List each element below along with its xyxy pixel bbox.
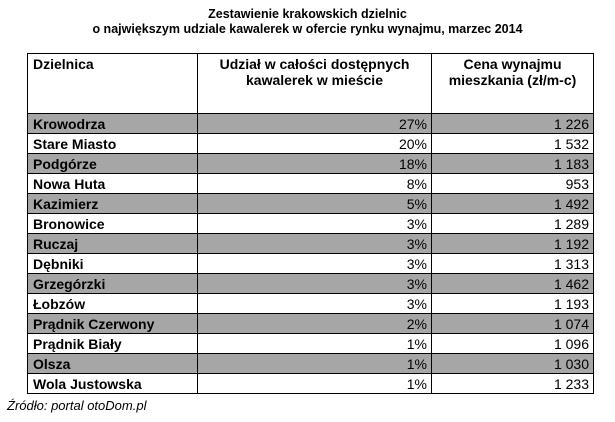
cell-share: 3%	[198, 234, 432, 254]
table-title-line-1: Zestawienie krakowskich dzielnic	[208, 7, 407, 21]
cell-price: 1 492	[432, 194, 594, 214]
cell-price: 1 096	[432, 334, 594, 354]
cell-district: Kazimierz	[28, 194, 198, 214]
cell-share: 3%	[198, 254, 432, 274]
cell-district: Grzegórzki	[28, 274, 198, 294]
cell-price: 1 183	[432, 154, 594, 174]
cell-price: 1 192	[432, 234, 594, 254]
cell-share: 3%	[198, 274, 432, 294]
cell-price: 1 532	[432, 134, 594, 154]
table-row	[28, 374, 594, 394]
column-header-price: Cena wynajmu mieszkania (zł/m-c)	[432, 54, 594, 114]
cell-district: Podgórze	[28, 154, 198, 174]
cell-share: 27%	[198, 114, 432, 134]
cell-share: 1%	[198, 374, 432, 394]
cell-share: 3%	[198, 214, 432, 234]
cell-share: 5%	[198, 194, 432, 214]
cell-district: Bronowice	[28, 214, 198, 234]
table-row	[28, 294, 594, 314]
table-row	[28, 214, 594, 234]
table-row	[28, 154, 594, 174]
cell-price: 1 289	[432, 214, 594, 234]
column-header-district: Dzielnica	[28, 54, 198, 114]
cell-district: Olsza	[28, 354, 198, 374]
table-row	[28, 314, 594, 334]
cell-price: 1 233	[432, 374, 594, 394]
table-row	[28, 274, 594, 294]
table-body	[28, 114, 594, 394]
table-row	[28, 134, 594, 154]
table-row	[28, 194, 594, 214]
cell-price: 953	[432, 174, 594, 194]
cell-price: 1 193	[432, 294, 594, 314]
table-row	[28, 334, 594, 354]
table-row	[28, 114, 594, 134]
cell-price: 1 030	[432, 354, 594, 374]
table-row	[28, 254, 594, 274]
cell-share: 8%	[198, 174, 432, 194]
cell-share: 3%	[198, 294, 432, 314]
table-row	[28, 234, 594, 254]
cell-price: 1 226	[432, 114, 594, 134]
cell-district: Nowa Huta	[28, 174, 198, 194]
table-row	[28, 354, 594, 374]
cell-district: Ruczaj	[28, 234, 198, 254]
cell-share: 20%	[198, 134, 432, 154]
table-header-row	[28, 54, 594, 114]
table-title-line-2: o największym udziale kawalerek w ofercie rynku wynajmu, marzec 2014	[92, 22, 523, 36]
cell-district: Dębniki	[28, 254, 198, 274]
source-note: Źródło: portal otoDom.pl	[7, 398, 147, 413]
table-row	[28, 174, 594, 194]
cell-share: 1%	[198, 334, 432, 354]
cell-district: Prądnik Czerwony	[28, 314, 198, 334]
column-header-share: Udział w całości dostępnych kawalerek w mieście	[198, 54, 432, 114]
cell-district: Prądnik Biały	[28, 334, 198, 354]
cell-share: 18%	[198, 154, 432, 174]
cell-price: 1 462	[432, 274, 594, 294]
cell-share: 1%	[198, 354, 432, 374]
cell-price: 1 313	[432, 254, 594, 274]
cell-price: 1 074	[432, 314, 594, 334]
cell-district: Krowodrza	[28, 114, 198, 134]
cell-district: Wola Justowska	[28, 374, 198, 394]
cell-district: Łobzów	[28, 294, 198, 314]
cell-district: Stare Miasto	[28, 134, 198, 154]
cell-share: 2%	[198, 314, 432, 334]
districts-table	[27, 53, 594, 394]
